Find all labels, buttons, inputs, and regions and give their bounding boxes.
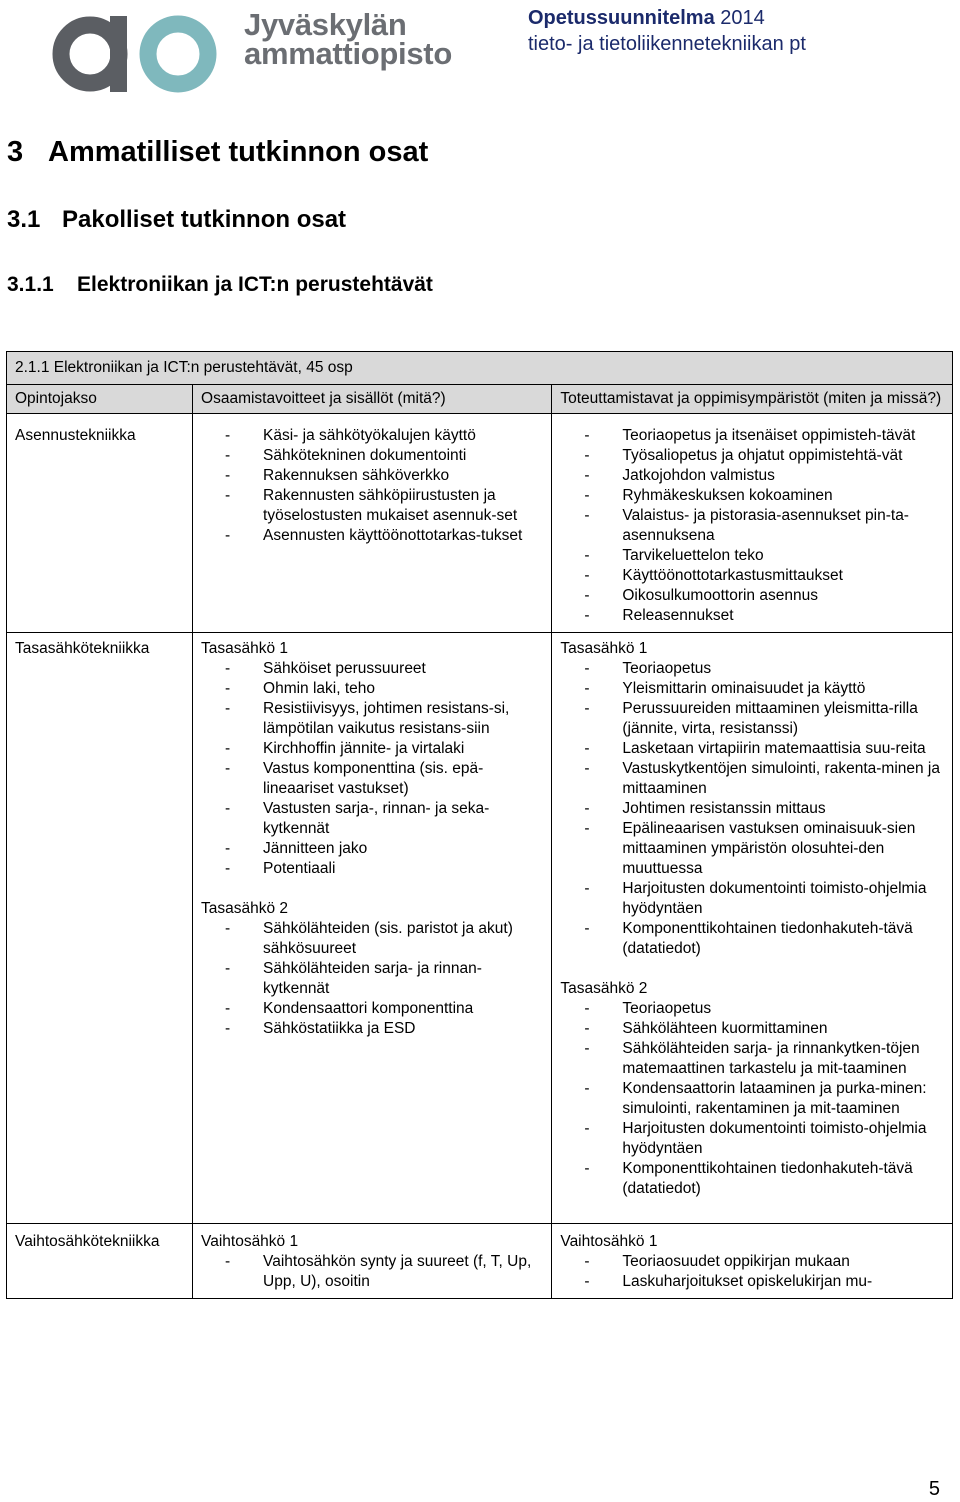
goals-list <box>201 1252 543 1292</box>
list-item: - Sähkötekninen dokumentointi <box>201 446 543 466</box>
list-item: - Rakennuksen sähköverkko <box>201 466 543 486</box>
list-item: - Komponenttikohtainen tiedonhakuteh-tävä (datatiedot) <box>560 1159 944 1199</box>
column-header-methods: Toteuttamistavat ja oppimisympäristöt (miten ja missä?) <box>552 385 953 414</box>
methods-cell <box>552 414 953 633</box>
list-item: - Vastus komponenttina (sis. epä-lineaariset vastukset) <box>201 759 543 799</box>
list-item: - Releasennukset <box>560 606 944 626</box>
list-item: - Rakennusten sähköpiirustusten ja työselostusten mukaiset asennuk-set <box>201 486 543 526</box>
course-name: Vaihtosähkötekniikka <box>7 1224 193 1299</box>
list-item: - Asennusten käyttöönottotarkas-tukset <box>201 526 543 546</box>
list-item: - Kondensaattorin lataaminen ja purka-minen: simulointi, rakentaminen ja mit-taaminen <box>560 1079 944 1119</box>
heading-number: 3.1 <box>7 206 41 233</box>
list-item: - Käyttöönottotarkastusmittaukset <box>560 566 944 586</box>
section-title: Tasasähkö 2 <box>201 900 289 917</box>
methods-list <box>560 659 944 959</box>
list-item: - Lasketaan virtapiirin matemaattisia suu-reita <box>560 739 944 759</box>
list-item: - Harjoitusten dokumentointi toimisto-ohjelmia hyödyntäen <box>560 879 944 919</box>
table-header-row <box>7 385 953 414</box>
goals-cell <box>193 414 552 633</box>
heading-level2 <box>7 206 346 234</box>
page-number: 5 <box>928 1478 940 1500</box>
list-item: - Teoriaopetus ja itsenäiset oppimisteh-tävät <box>560 426 944 446</box>
list-item: - Jännitteen jako <box>201 839 543 859</box>
list-item: - Jatkojohdon valmistus <box>560 466 944 486</box>
list-item: - Sähköstatiikka ja ESD <box>201 1019 543 1039</box>
list-item: - Ohmin laki, teho <box>201 679 543 699</box>
section-title: Vaihtosähkö 1 <box>560 1233 658 1250</box>
table-row <box>7 633 953 1224</box>
section-title: Tasasähkö 1 <box>201 640 289 657</box>
list-item: - Sähkölähteiden sarja- ja rinnankytken-töjen matemaattinen tarkastelu ja mit-taaminen <box>560 1039 944 1079</box>
section-title: Tasasähkö 1 <box>560 640 648 657</box>
list-item: - Oikosulkumoottorin asennus <box>560 586 944 606</box>
list-item: - Harjoitusten dokumentointi toimisto-ohjelmia hyödyntäen <box>560 1119 944 1159</box>
list-item: - Teoriaopetus <box>560 999 944 1019</box>
list-item: - Johtimen resistanssin mittaus <box>560 799 944 819</box>
heading-text: Ammatilliset tutkinnon osat <box>48 136 429 168</box>
list-item: - Vastusten sarja-, rinnan- ja seka-kytkennät <box>201 799 543 839</box>
goals-cell <box>193 633 552 1224</box>
goals-cell <box>193 1224 552 1299</box>
methods-cell <box>552 633 953 1224</box>
methods-cell <box>552 1224 953 1299</box>
heading-text: Pakolliset tutkinnon osat <box>62 206 347 233</box>
list-item: - Ryhmäkeskuksen kokoaminen <box>560 486 944 506</box>
doc-title-year: 2014 <box>720 7 765 29</box>
section-title: Tasasähkö 2 <box>560 980 648 997</box>
methods-list <box>560 426 944 626</box>
methods-list <box>560 999 944 1199</box>
list-item: - Kirchhoffin jännite- ja virtalaki <box>201 739 543 759</box>
school-name <box>244 7 452 71</box>
list-item: - Potentiaali <box>201 859 543 879</box>
table-row <box>7 414 953 633</box>
list-item: - Vastuskytkentöjen simulointi, rakenta-minen ja mittaaminen <box>560 759 944 799</box>
school-name-line2: ammattiopisto <box>244 36 452 71</box>
goals-list <box>201 659 543 879</box>
list-item: - Teoriaopetus <box>560 659 944 679</box>
section-title: Vaihtosähkö 1 <box>201 1233 299 1250</box>
curriculum-table <box>6 351 953 1299</box>
list-item: - Kondensaattori komponenttina <box>201 999 543 1019</box>
list-item: - Resistiivisyys, johtimen resistans-si, lämpötilan vaikutus resistans-siin <box>201 699 543 739</box>
list-item: - Tarvikeluettelon teko <box>560 546 944 566</box>
methods-list <box>560 1252 944 1292</box>
page-header <box>0 0 960 100</box>
column-header-course: Opintojakso <box>7 385 193 414</box>
course-name: Tasasähkötekniikka <box>7 633 193 1224</box>
list-item: - Sähkölähteiden (sis. paristot ja akut) sähkösuureet <box>201 919 543 959</box>
list-item: - Epälineaarisen vastuksen ominaisuuk-sien mittaaminen ympäristön olosuhtei-den muuttuessa <box>560 819 944 879</box>
doc-subtitle: tieto- ja tietoliikennetekniikan pt <box>528 33 806 55</box>
heading-level1 <box>7 136 428 169</box>
list-item: - Vaihtosähkön synty ja suureet (f, T, Up, Upp, U), osoitin <box>201 1252 543 1292</box>
table-caption: 2.1.1 Elektroniikan ja ICT:n perustehtävät, 45 osp <box>7 352 953 385</box>
list-item: - Laskuharjoitukset opiskelukirjan mu- <box>560 1272 944 1292</box>
list-item: - Komponenttikohtainen tiedonhakuteh-tävä (datatiedot) <box>560 919 944 959</box>
list-item: - Työsaliopetus ja ohjatut oppimistehtä-vät <box>560 446 944 466</box>
document-title <box>528 5 806 57</box>
heading-number: 3.1.1 <box>7 273 54 296</box>
list-item: - Perussuureiden mittaaminen yleismitta-rilla (jännite, virta, resistanssi) <box>560 699 944 739</box>
school-name-line1: Jyväskylän <box>244 7 407 42</box>
column-header-goals: Osaamistavoitteet ja sisällöt (mitä?) <box>193 385 552 414</box>
list-item: - Valaistus- ja pistorasia-asennukset pin-ta-asennuksena <box>560 506 944 546</box>
course-name: Asennustekniikka <box>7 414 193 633</box>
goals-list <box>201 426 543 546</box>
heading-level3 <box>7 273 433 297</box>
list-item: - Sähkölähteen kuormittaminen <box>560 1019 944 1039</box>
doc-title-main: Opetussuunnitelma <box>528 7 715 29</box>
list-item: - Teoriaosuudet oppikirjan mukaan <box>560 1252 944 1272</box>
jao-logo <box>52 2 224 94</box>
list-item: - Käsi- ja sähkötyökalujen käyttö <box>201 426 543 446</box>
heading-text: Elektroniikan ja ICT:n perustehtävät <box>77 273 433 296</box>
table-row <box>7 1224 953 1299</box>
goals-list <box>201 919 543 1039</box>
heading-number: 3 <box>7 136 24 168</box>
list-item: - Yleismittarin ominaisuudet ja käyttö <box>560 679 944 699</box>
list-item: - Sähkölähteiden sarja- ja rinnan-kytkennät <box>201 959 543 999</box>
list-item: - Sähköiset perussuureet <box>201 659 543 679</box>
